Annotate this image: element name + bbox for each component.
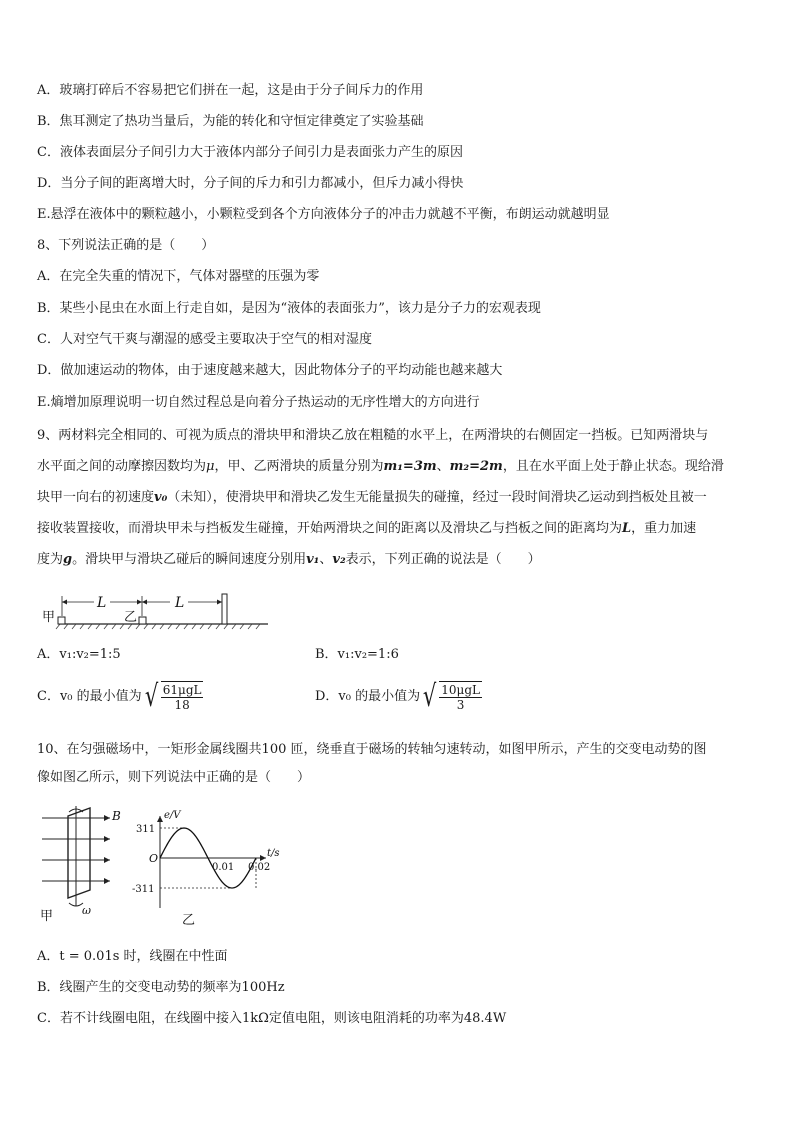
q8-option-e: E.熵增加原理说明一切自然过程总是向着分子热运动的无序性增大的方向进行 bbox=[37, 395, 480, 410]
x-tick-002: 0.02 bbox=[248, 862, 271, 873]
y-tick-311: 311 bbox=[136, 824, 156, 835]
q9-L: L bbox=[622, 521, 632, 536]
q7-option-c: C．液体表面层分子间引力大于液体内部分子间引力是表面张力产生的原因 bbox=[37, 145, 463, 160]
q8-option-c: C．人对空气干爽与潮湿的感受主要取决于空气的相对湿度 bbox=[37, 332, 372, 347]
q8-stem: 8、下列说法正确的是（ ） bbox=[37, 238, 215, 253]
dim-L1: L bbox=[97, 595, 107, 611]
q9-stem-line4: 接收装置接收，而滑块甲未与挡板发生碰撞，开始两滑块之间的距离以及滑块乙与挡板之间的距离均为L，重力加速 bbox=[37, 521, 697, 536]
q9-option-b: B．v₁:v₂=1:6 bbox=[315, 647, 399, 662]
q9-m2: m₂=2m bbox=[449, 459, 503, 474]
q8-option-d: D．做加速运动的物体，由于速度越来越大，因此物体分子的平均动能也越来越大 bbox=[37, 363, 503, 378]
q9-v0: v₀ bbox=[154, 490, 168, 505]
b-field-label: B bbox=[112, 809, 121, 823]
q9-stem-line5: 度为g。滑块甲与滑块乙碰后的瞬间速度分别用v₁、v₂表示，下列正确的说法是（ ） bbox=[37, 552, 541, 567]
chart-axes bbox=[132, 810, 280, 908]
q9-c-numerator: 61μgL bbox=[162, 683, 202, 697]
q10-stem-line1: 10、在匀强磁场中，一矩形金属线圈共100 匝，绕垂直于磁场的转轴匀速转动，如图甲所示，产生的交变电动势的图 bbox=[37, 742, 707, 757]
q7-option-d: D．当分子间的距离增大时，分子间的斥力和引力都减小，但斥力减小得快 bbox=[37, 176, 464, 191]
label-yi: 乙 bbox=[124, 610, 138, 625]
q9-stem-line2: 水平面之间的动摩擦因数均为μ，甲、乙两滑块的质量分别为m₁=3m、m₂=2m，且在水平面上处于静止状态。现给滑 bbox=[37, 459, 724, 474]
q9-mu: μ bbox=[206, 459, 215, 474]
q9-option-d: D．v₀ 的最小值为 √ $\frac{\text{10μgL}}{3}$ bbox=[315, 678, 480, 714]
q9-d-denominator: 3 bbox=[456, 698, 465, 712]
label-jia: 甲 bbox=[42, 610, 56, 625]
q10-option-a: A．t = 0.01s 时，线圈在中性面 bbox=[37, 949, 228, 964]
q8-option-b: B．某些小昆虫在水面上行走自如，是因为“液体的表面张力”，该力是分子力的宏观表现 bbox=[37, 301, 541, 316]
baffle bbox=[222, 594, 227, 624]
q9-g: g bbox=[63, 552, 73, 567]
q9-option-c: C．v₀ 的最小值为 √ $\frac{\text{61μgL}}{18}$ bbox=[37, 678, 202, 714]
dim-L2: L bbox=[175, 595, 185, 611]
q8-option-a: A．在完全失重的情况下，气体对器壁的压强为零 bbox=[37, 269, 320, 284]
q10-option-c: C．若不计线圈电阻，在线圈中接入1kΩ定值电阻，则该电阻消耗的功率为48.4W bbox=[37, 1011, 507, 1026]
q10-stem-line2: 像如图乙所示，则下列说法中正确的是（ ） bbox=[37, 770, 311, 785]
q7-option-a: A．玻璃打碎后不容易把它们拼在一起，这是由于分子间斥力的作用 bbox=[37, 83, 424, 98]
q9-v2: v₂ bbox=[332, 552, 346, 567]
origin-label: O bbox=[149, 852, 159, 865]
q9-d-numerator: 10μgL bbox=[441, 683, 480, 697]
omega-label: ω bbox=[82, 904, 91, 917]
y-tick-neg311: -311 bbox=[132, 884, 155, 895]
q10-figure-jia bbox=[38, 806, 128, 924]
x-axis-arrow bbox=[260, 855, 266, 861]
figure-yi-label: 乙 bbox=[182, 913, 196, 928]
q9-stem-line3: 块甲一向右的初速度v₀（未知），使滑块甲和滑块乙发生无能量损失的碰撞，经过一段时间滑块乙运动到挡板处且被一 bbox=[37, 490, 707, 505]
q7-option-b: B．焦耳测定了热功当量后，为能的转化和守恒定律奠定了实验基础 bbox=[37, 114, 424, 129]
y-axis-label: e/V bbox=[164, 810, 181, 821]
figure-jia-label: 甲 bbox=[40, 909, 54, 924]
q9-figure bbox=[38, 590, 278, 632]
x-tick-001: 0.01 bbox=[212, 862, 235, 873]
q9-c-denominator: 18 bbox=[174, 698, 190, 712]
q9-v1: v₁ bbox=[306, 552, 320, 567]
q9-stem-line1: 9、两材料完全相同的、可视为质点的滑块甲和滑块乙放在粗糙的水平上，在两滑块的右侧固定一挡板。已知两滑块与 bbox=[37, 428, 709, 443]
q9-m1: m₁=3m bbox=[383, 459, 437, 474]
q10-figure-yi-chart bbox=[126, 808, 286, 926]
block-jia bbox=[58, 617, 65, 624]
y-axis-arrow bbox=[157, 816, 163, 822]
x-axis-label: t/s bbox=[267, 848, 280, 859]
q9-option-a: A．v₁:v₂=1:5 bbox=[37, 647, 121, 662]
block-yi bbox=[139, 617, 146, 624]
q7-option-e: E.悬浮在液体中的颗粒越小，小颗粒受到各个方向液体分子的冲击力就越不平衡，布朗运动就越明显 bbox=[37, 207, 610, 222]
q10-option-b: B．线圈产生的交变电动势的频率为100Hz bbox=[37, 980, 285, 995]
